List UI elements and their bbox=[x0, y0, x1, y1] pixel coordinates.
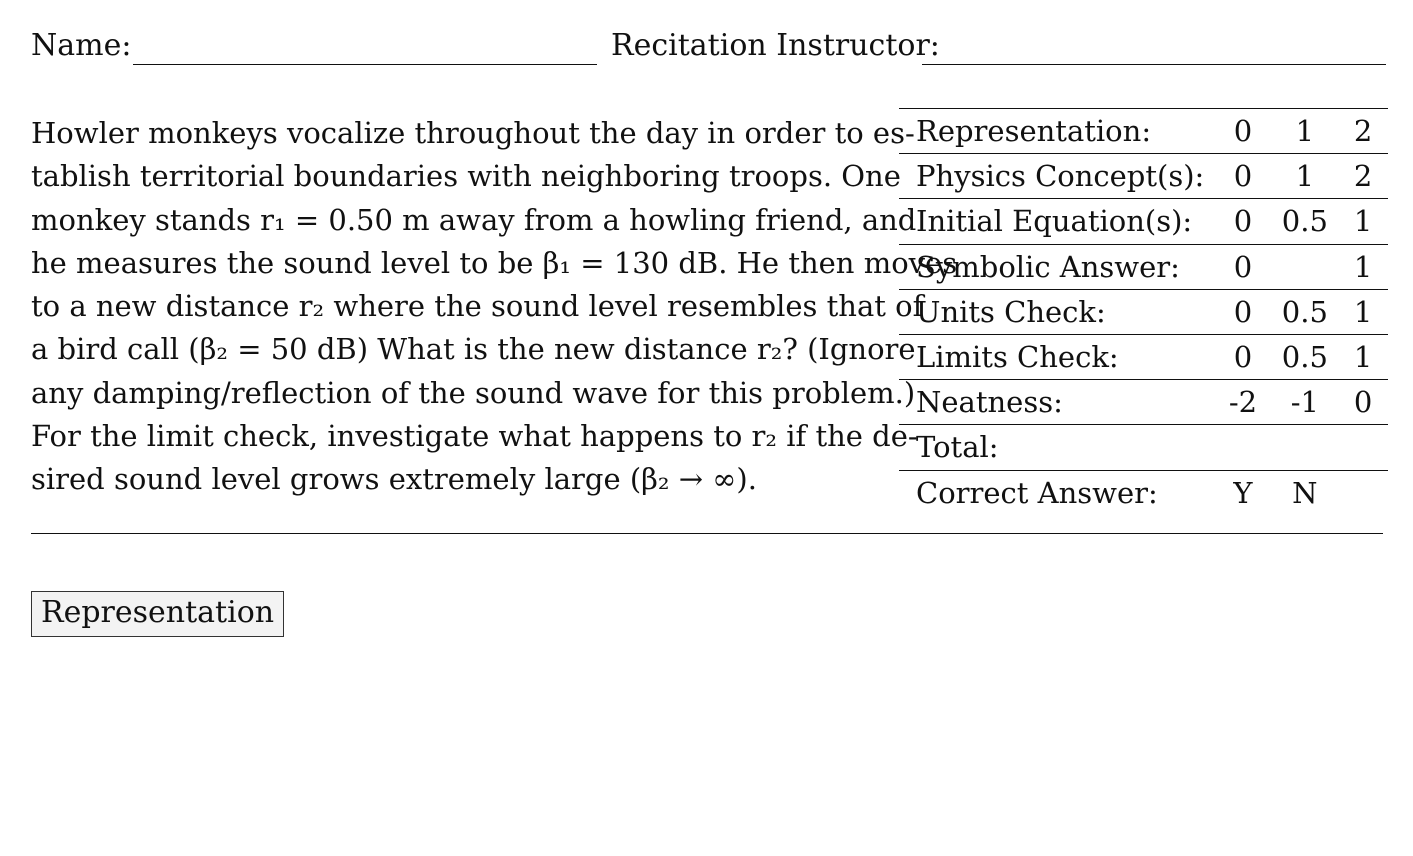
rubric-score: 1 bbox=[1272, 109, 1339, 154]
rubric-row bbox=[899, 425, 1388, 470]
rubric-row bbox=[899, 199, 1388, 244]
rubric-score: 0 bbox=[1214, 199, 1271, 244]
rubric-label: Physics Concept(s): bbox=[899, 154, 1214, 199]
rubric-score: 1 bbox=[1338, 289, 1388, 334]
rubric-score: 1 bbox=[1338, 199, 1388, 244]
rubric-row bbox=[899, 154, 1388, 199]
rubric-row bbox=[899, 244, 1388, 289]
rubric-score: 1 bbox=[1338, 334, 1388, 379]
rubric-label: Neatness: bbox=[899, 380, 1214, 425]
rubric-score: 0 bbox=[1214, 334, 1271, 379]
rubric-label: Units Check: bbox=[899, 289, 1214, 334]
name-label: Name: bbox=[31, 28, 132, 63]
rubric-row bbox=[899, 109, 1388, 154]
problem-line: he measures the sound level to be β₁ = 130 dB. He then moves bbox=[31, 245, 958, 280]
problem-line: tablish territorial boundaries with neighboring troops. One bbox=[31, 159, 901, 194]
rubric-score: 0 bbox=[1214, 154, 1271, 199]
rubric-score: -1 bbox=[1272, 380, 1339, 425]
rubric-score: 0 bbox=[1338, 380, 1388, 425]
instructor-label: Recitation Instructor: bbox=[611, 28, 940, 63]
rubric-score bbox=[1272, 244, 1339, 289]
problem-line: For the limit check, investigate what happens to r₂ if the de- bbox=[31, 419, 918, 454]
rubric-score: Y bbox=[1214, 470, 1271, 515]
rubric-score: 0 bbox=[1214, 289, 1271, 334]
name-blank-line bbox=[133, 64, 597, 65]
problem-line: any damping/reflection of the sound wave for this problem.) bbox=[31, 375, 916, 410]
rubric-score: 0.5 bbox=[1272, 334, 1339, 379]
rubric-label: Initial Equation(s): bbox=[899, 199, 1214, 244]
rubric-score: 0.5 bbox=[1272, 289, 1339, 334]
rubric-label: Correct Answer: bbox=[899, 470, 1214, 515]
rubric-label: Symbolic Answer: bbox=[899, 244, 1214, 289]
representation-section-label: Representation bbox=[31, 591, 284, 637]
section-divider bbox=[31, 533, 1383, 534]
rubric-score: 0 bbox=[1214, 244, 1271, 289]
problem-line: a bird call (β₂ = 50 dB) What is the new distance r₂? (Ignore bbox=[31, 332, 916, 367]
rubric-score: 1 bbox=[1338, 244, 1388, 289]
header bbox=[31, 28, 1387, 68]
rubric-score: N bbox=[1272, 470, 1339, 515]
rubric-label: Total: bbox=[899, 425, 1214, 470]
rubric-score: 2 bbox=[1338, 109, 1388, 154]
rubric-score bbox=[1338, 425, 1388, 470]
problem-line: monkey stands r₁ = 0.50 m away from a howling friend, and bbox=[31, 202, 917, 237]
rubric-score: 0.5 bbox=[1272, 199, 1339, 244]
rubric-score bbox=[1214, 425, 1271, 470]
rubric-row bbox=[899, 470, 1388, 515]
grading-rubric bbox=[899, 108, 1388, 515]
rubric-label: Representation: bbox=[899, 109, 1214, 154]
rubric-score: 2 bbox=[1338, 154, 1388, 199]
rubric-score: -2 bbox=[1214, 380, 1271, 425]
rubric-label: Limits Check: bbox=[899, 334, 1214, 379]
rubric-row bbox=[899, 289, 1388, 334]
rubric-row bbox=[899, 380, 1388, 425]
rubric-score: 1 bbox=[1272, 154, 1339, 199]
problem-line: to a new distance r₂ where the sound level resembles that of bbox=[31, 289, 924, 324]
rubric-row bbox=[899, 334, 1388, 379]
rubric-score: 0 bbox=[1214, 109, 1271, 154]
instructor-blank-line bbox=[922, 64, 1386, 65]
problem-line: Howler monkeys vocalize throughout the day in order to es- bbox=[31, 116, 915, 150]
rubric-score bbox=[1338, 470, 1388, 515]
problem-line: sired sound level grows extremely large (β₂ → ∞). bbox=[31, 462, 757, 497]
rubric-score bbox=[1272, 425, 1339, 470]
